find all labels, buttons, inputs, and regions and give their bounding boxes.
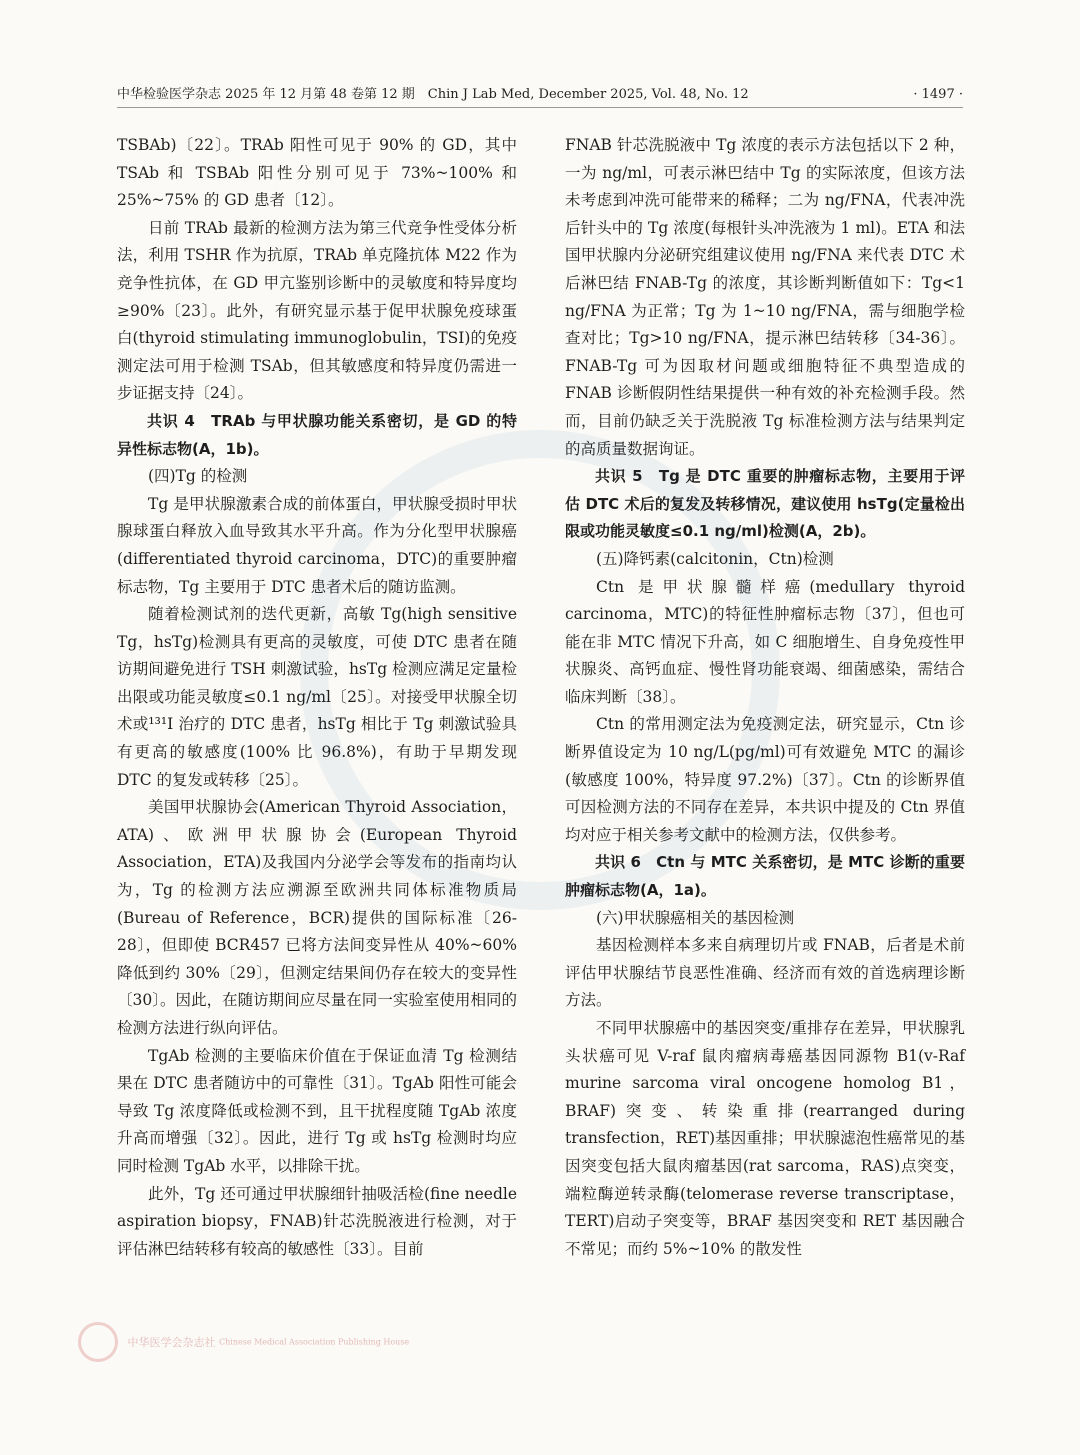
paragraph: 日前 TRAb 最新的检测方法为第三代竞争性受体分析法，利用 TSHR 作为抗原，TRAb 单克隆抗体 M22 作为竞争性抗体，在 GD 甲亢鉴别诊断中的灵敏度和特异度均≥90%〔23〕。此外，有研究显示基于促甲状腺免疫球蛋白(thyroid stimulating immunoglobulin，TSI)的免疫测定法可用于检测 TSAb，但其敏感度和特异度仍需进一步证据支持〔24〕。: [117, 218, 517, 403]
paragraph: Ctn 的常用测定法为免疫测定法，研究显示，Ctn 诊断界值设定为 10 ng/L(pg/ml)可有效避免 MTC 的漏诊(敏感度 100%，特异度 97.2%)〔37〕。Ctn 的诊断界值可因检测方法的不同存在差异，本共识中提及的 Ctn 界值均对应于相关参考文献中的检测方法，仅供参考。: [565, 715, 965, 844]
section-heading: (四)Tg 的检测: [148, 467, 248, 486]
paragraph: 美国甲状腺协会(American Thyroid Association，ATA)、欧洲甲状腺协会(European Thyroid Association，ETA)及我国内分泌学会等发布的指南均认为，Tg 的检测方法应溯源至欧洲共同体标准物质局(Bureau of Reference，BCR)提供的国际标准〔26-28〕，但即使 BCR457 已将方法间变异性从 40%~60% 降低到约 30%〔29〕，但测定结果间仍存在较大的变异性〔30〕。因此，在随访期间应尽量在同一实验室使用相同的检测方法进行纵向评估。: [117, 798, 517, 1037]
paragraph: Tg 是甲状腺激素合成的前体蛋白，甲状腺受损时甲状腺球蛋白释放入血导致其水平升高。作为分化型甲状腺癌(differentiated thyroid carcinoma，DTC)的重要肿瘤标志物，Tg 主要用于 DTC 患者术后的随访监测。: [117, 494, 517, 596]
section-heading: (六)甲状腺癌相关的基因检测: [596, 908, 795, 927]
consensus-statement: 共识 4 TRAb 与甲状腺功能关系密切，是 GD 的特异性标志物(A，1b)。: [117, 411, 517, 458]
page-number: · 1497 ·: [913, 87, 963, 102]
paragraph: TgAb 检测的主要临床价值在于保证血清 Tg 检测结果在 DTC 患者随访中的可靠性〔31〕。TgAb 阳性可能会导致 Tg 浓度降低或检测不到，且干扰程度随 TgAb 浓度升高而增强〔32〕。因此，进行 Tg 或 hsTg 检测时均应同时检测 TgAb 水平，以排除干扰。: [117, 1046, 517, 1175]
publisher-watermark: [78, 1322, 498, 1362]
paragraph: Ctn 是甲状腺髓样癌(medullary thyroid carcinoma，MTC)的特征性肿瘤标志物〔37〕，但也可能在非 MTC 情况下升高，如 C 细胞增生、自身免疫性甲状腺炎、高钙血症、慢性肾功能衰竭、细菌感染，需结合临床判断〔38〕。: [565, 577, 965, 706]
paragraph: TSBAb)〔22〕。TRAb 阳性可见于 90% 的 GD，其中 TSAb 和 TSBAb 阳性分别可见于 73%~100% 和 25%~75% 的 GD 患者〔12〕。: [117, 136, 517, 210]
consensus-statement: 共识 5 Tg 是 DTC 重要的肿瘤标志物，主要用于评估 DTC 术后的复发及转移情况，建议使用 hsTg(定量检出限或功能灵敏度≤0.1 ng/ml)检测(A，2b)。: [565, 467, 965, 541]
running-header: [117, 86, 963, 108]
publisher-name-cn: 中华医学会杂志社: [127, 1336, 216, 1349]
paragraph: 随着检测试剂的迭代更新，高敏 Tg(high sensitive Tg，hsTg)检测具有更高的灵敏度，可使 DTC 患者在随访期间避免进行 TSH 刺激试验，hsTg 检测应满足定量检出限或功能灵敏度≤0.1 ng/ml〔25〕。对接受甲状腺全切术或¹³¹I 治疗的 DTC 患者，hsTg 相比于 Tg 刺激试验具有更高的敏感度(100% 比 96.8%)，有助于早期发现 DTC 的复发或转移〔25〕。: [117, 605, 517, 789]
journal-citation: 中华检验医学杂志 2025 年 12 月第 48 卷第 12 期 Chin J Lab Med, December 2025, Vol. 48, No. 12: [117, 87, 749, 102]
consensus-statement: 共识 6 Ctn 与 MTC 关系密切，是 MTC 诊断的重要肿瘤标志物(A，1a)。: [565, 853, 965, 900]
publisher-name-en: Chinese Medical Association Publishing House: [219, 1337, 410, 1347]
publisher-logo-icon: [78, 1322, 118, 1362]
paragraph: 不同甲状腺癌中的基因突变/重排存在差异，甲状腺乳头状癌可见 V-raf 鼠肉瘤病毒癌基因同源物 B1(v-Raf murine sarcoma viral oncogene homolog B1，BRAF)突变、转染重排(rearranged during transfection，RET)基因重排；甲状腺滤泡性癌常见的基因突变包括大鼠肉瘤基因(rat sarcoma，RAS)点突变，端粒酶逆转录酶(telomerase reverse transcriptase，TERT)启动子突变等，BRAF 基因突变和 RET 基因融合不常见；而约 5%~10% 的散发性: [565, 1019, 965, 1258]
paragraph: 基因检测样本多来自病理切片或 FNAB，后者是术前评估甲状腺结节良恶性准确、经济而有效的首选病理诊断方法。: [565, 936, 965, 1010]
paragraph: FNAB 针芯洗脱液中 Tg 浓度的表示方法包括以下 2 种，一为 ng/ml，可表示淋巴结中 Tg 的实际浓度，但该方法未考虑到冲洗可能带来的稀释；二为 ng/FNA，代表冲洗后针头中的 Tg 浓度(每根针头冲洗液为 1 ml)。ETA 和法国甲状腺内分泌研究组建议使用 ng/FNA 来代表 DTC 术后淋巴结 FNAB-Tg 的浓度，其诊断判断值如下：Tg<1 ng/FNA 为正常；Tg 为 1~10 ng/FNA，需与细胞学检查对比；Tg>10 ng/FNA，提示淋巴结转移〔34-36〕。FNAB-Tg 可为因取材问题或细胞特征不典型造成的 FNAB 诊断假阴性结果提供一种有效的补充检测手段。然而，目前仍缺乏关于洗脱液 Tg 标准检测方法与结果判定的高质量数据询证。: [565, 136, 965, 458]
left-column: [117, 132, 517, 1263]
paragraph: 此外，Tg 还可通过甲状腺细针抽吸活检(fine needle aspiration biopsy，FNAB)针芯洗脱液进行检测，对于评估淋巴结转移有较高的敏感性〔33〕。目前: [117, 1184, 517, 1258]
right-column: [565, 132, 965, 1263]
section-heading: (五)降钙素(calcitonin，Ctn)检测: [596, 549, 834, 568]
